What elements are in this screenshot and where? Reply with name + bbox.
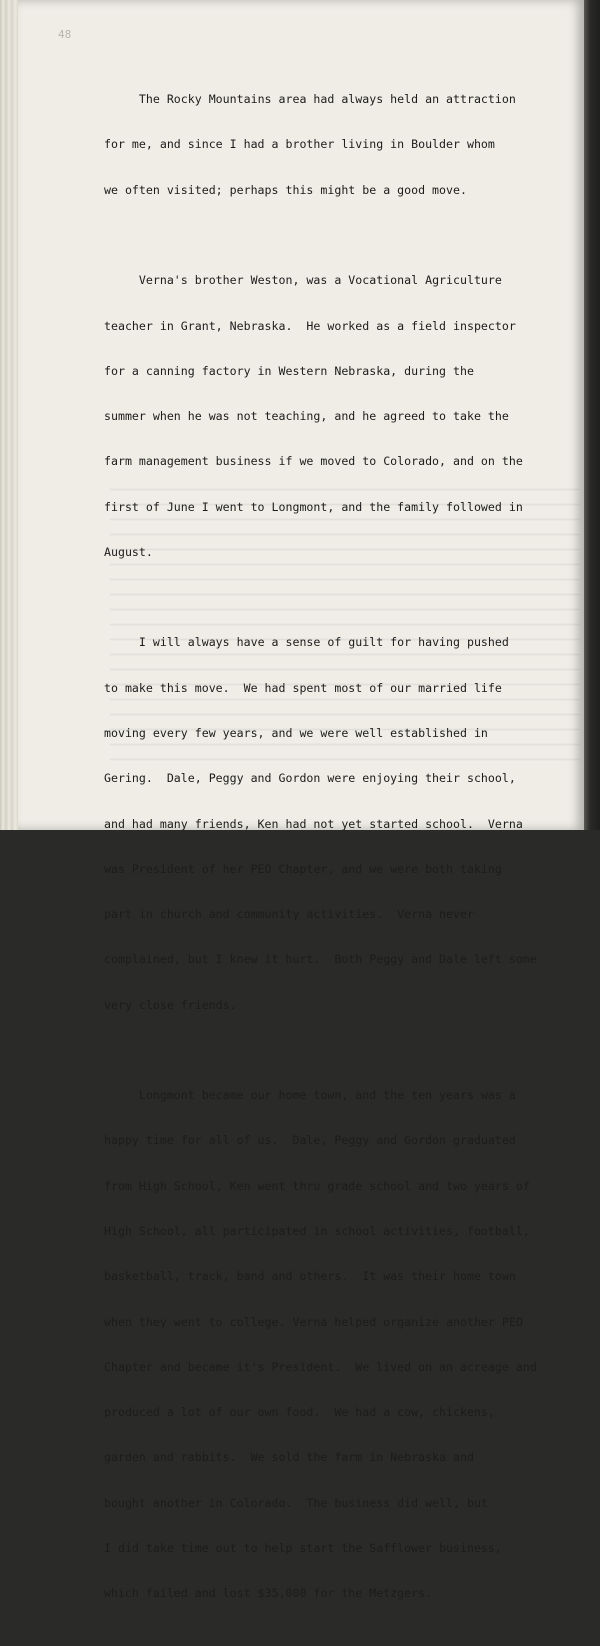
- text-line: The Rocky Mountains area had always held an attraction: [104, 92, 516, 107]
- text-line: Longmont became our home town, and the ten years was a: [104, 1088, 516, 1103]
- text-line: happy time for all of us. Dale, Peggy and Gordon graduated: [104, 1133, 516, 1148]
- text-line: very close friends.: [104, 997, 237, 1012]
- paragraph-guilt: [104, 605, 580, 1043]
- paragraph-longmont: [104, 1058, 580, 1632]
- text-line: I did take time out to help start the Safflower business,: [104, 1540, 502, 1555]
- text-line: produced a lot of our own food. We had a cow, chickens,: [104, 1405, 495, 1420]
- text-line: for a canning factory in Western Nebraska, during the: [104, 363, 474, 378]
- text-line: moving every few years, and we were well established in: [104, 725, 488, 740]
- book-gutter-shadow: [584, 0, 600, 830]
- text-line: Gering. Dale, Peggy and Gordon were enjoying their school,: [104, 771, 516, 786]
- text-line: from High School, Ken went thru grade school and two years of: [104, 1178, 530, 1193]
- text-line: was President of her PEO Chapter, and we were both taking: [104, 861, 502, 876]
- document-body: [104, 62, 580, 1646]
- text-line: summer when he was not teaching, and he agreed to take the: [104, 409, 509, 424]
- text-line: when they went to college. Verna helped organize another PEO: [104, 1314, 523, 1329]
- page-number: 48: [58, 28, 72, 41]
- paragraph-move-motivation: [104, 62, 580, 228]
- text-line: Chapter and became it's President. We lived on an acreage and: [104, 1359, 537, 1374]
- text-line: complained, but I knew it hurt. Both Peggy and Dale left some: [104, 952, 537, 967]
- text-line: to make this move. We had spent most of our married life: [104, 680, 502, 695]
- text-line: farm management business if we moved to Colorado, and on the: [104, 454, 523, 469]
- text-line: garden and rabbits. We sold the farm in Nebraska and: [104, 1450, 474, 1465]
- text-line: High School, all participated in school activities, football,: [104, 1223, 530, 1238]
- text-line: basketball, track, band and others. It was their home town: [104, 1269, 516, 1284]
- text-line: teacher in Grant, Nebraska. He worked as a field inspector: [104, 318, 516, 333]
- text-line: August.: [104, 544, 153, 559]
- text-line: we often visited; perhaps this might be a good move.: [104, 182, 467, 197]
- text-line: first of June I went to Longmont, and the family followed in: [104, 499, 523, 514]
- text-line: I will always have a sense of guilt for having pushed: [104, 635, 509, 650]
- paragraph-weston: [104, 243, 580, 590]
- text-line: and had many friends, Ken had not yet started school. Verna: [104, 816, 523, 831]
- text-line: bought another in Colorado. The business did well, but: [104, 1495, 488, 1510]
- text-line: part in church and community activities. Verna never: [104, 907, 474, 922]
- text-line: Verna's brother Weston, was a Vocational Agriculture: [104, 273, 502, 288]
- text-line: for me, and since I had a brother living in Boulder whom: [104, 137, 495, 152]
- text-line: which failed and lost $35,000 for the Metzgers.: [104, 1586, 433, 1601]
